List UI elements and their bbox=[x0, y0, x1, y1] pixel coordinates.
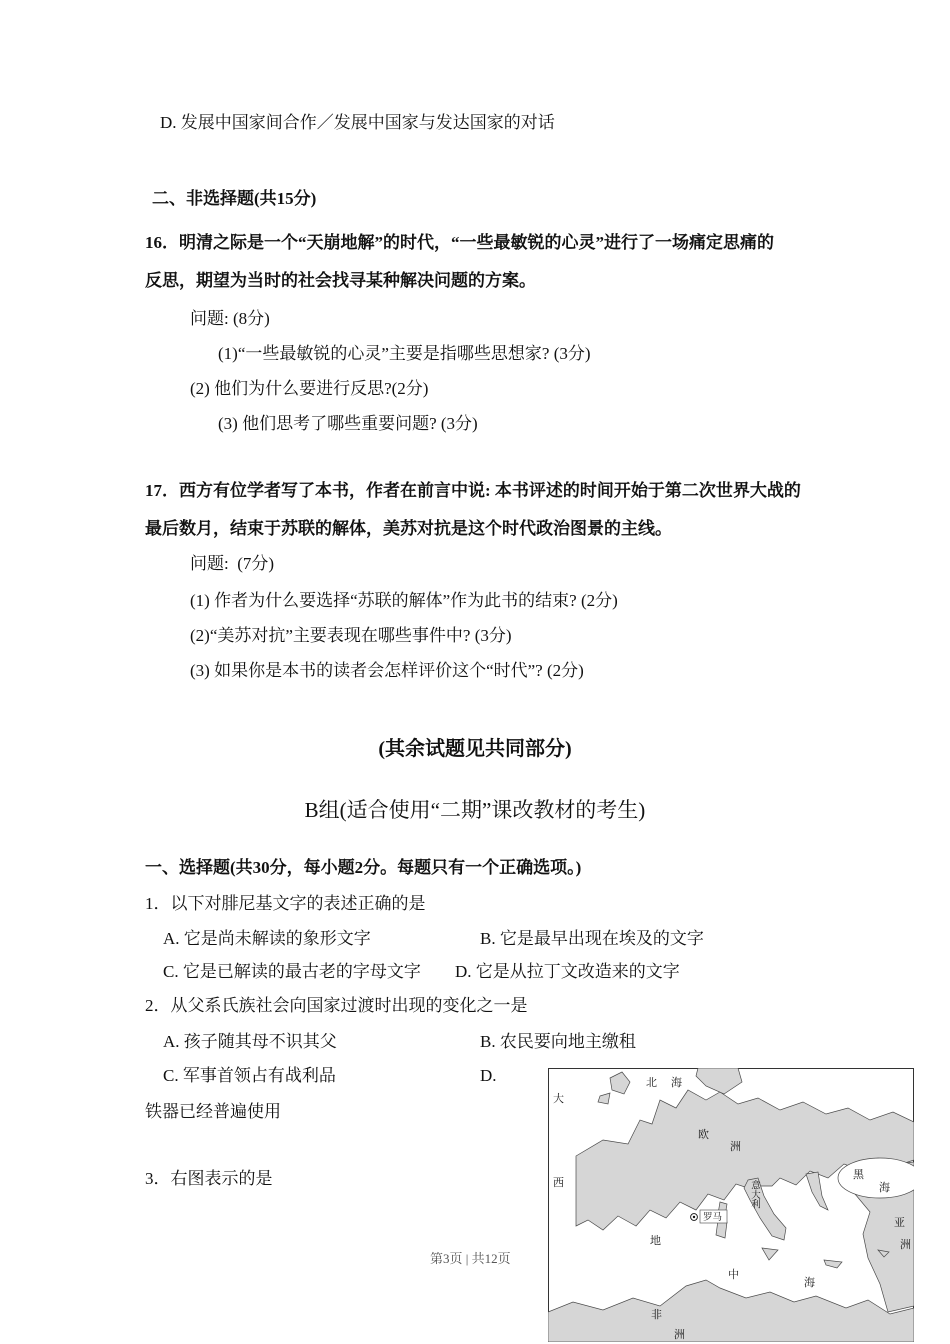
q16-sub2: (2) 他们为什么要进行反思?(2分) bbox=[190, 379, 429, 398]
group-b-title: B组(适合使用“二期”课改教材的考生) bbox=[304, 798, 646, 822]
section-heading-choice: 一、选择题(共30分，每小题2分。每题只有一个正确选项。) bbox=[145, 858, 582, 877]
q16-sub1: (1)“一些最敏锐的心灵”主要是指哪些思想家? (3分) bbox=[218, 344, 591, 363]
map-label-italy: 意大利 bbox=[749, 1180, 759, 1209]
q16-problems-label: 问题: (8分) bbox=[190, 309, 270, 328]
map-label-europe-first: 欧 bbox=[698, 1129, 709, 1141]
q16-stem-line1: 16．明清之际是一个“天崩地解”的时代，“一些最敏锐的心灵”进行了一场痛定思痛的 bbox=[145, 233, 774, 252]
q3-stem: 3．右图表示的是 bbox=[145, 1169, 273, 1188]
q17-stem-line1: 17．西方有位学者写了本书，作者在前言中说: 本书评述的时间开始于第二次世界大战的 bbox=[145, 481, 801, 500]
map-label-black-sea-first: 黑 bbox=[853, 1169, 864, 1181]
map-label-rome: 罗马 bbox=[703, 1213, 723, 1223]
q17-sub3: (3) 如果你是本书的读者会怎样评价这个“时代”? (2分) bbox=[190, 661, 584, 680]
q16-sub3: (3) 他们思考了哪些重要问题? (3分) bbox=[218, 414, 478, 433]
q17-stem-line2: 最后数月，结束于苏联的解体，美苏对抗是这个时代政治图景的主线。 bbox=[145, 519, 672, 538]
q1-option-a: A. 它是尚未解读的象形文字 bbox=[163, 929, 371, 948]
q2-option-a: A. 孩子随其母不识其父 bbox=[163, 1032, 337, 1051]
map-figure bbox=[548, 1068, 914, 1342]
q17-sub1: (1) 作者为什么要选择“苏联的解体”作为此书的结束? (2分) bbox=[190, 591, 618, 610]
map-label-black-sea-second: 海 bbox=[879, 1182, 890, 1194]
common-part-note: (其余试题见共同部分) bbox=[378, 738, 572, 760]
map-label-mediterranean-third: 海 bbox=[804, 1277, 815, 1289]
map-label-mediterranean-second: 中 bbox=[728, 1269, 739, 1281]
q1-option-d: D. 它是从拉丁文改造来的文字 bbox=[455, 962, 680, 981]
q17-sub2: (2)“美苏对抗”主要表现在哪些事件中? (3分) bbox=[190, 626, 512, 645]
q2-option-d-label: D. bbox=[480, 1066, 497, 1085]
section-heading-non-choice: 二、非选择题(共15分) bbox=[152, 189, 317, 208]
q2-option-b: B. 农民要向地主缴租 bbox=[480, 1032, 636, 1051]
black-sea bbox=[838, 1158, 914, 1198]
mediterranean-map bbox=[548, 1068, 914, 1342]
q1-stem: 1．以下对腓尼基文字的表述正确的是 bbox=[145, 894, 426, 913]
map-label-north-sea: 北海 bbox=[646, 1077, 696, 1089]
page-footer: 第3页 | 共12页 bbox=[430, 1251, 511, 1266]
map-label-asia-second: 洲 bbox=[900, 1239, 911, 1251]
map-label-atlantic-bottom: 西 bbox=[553, 1177, 564, 1189]
map-label-europe-second: 洲 bbox=[730, 1141, 741, 1153]
map-label-asia-first: 亚 bbox=[894, 1217, 905, 1229]
map-label-africa-second: 洲 bbox=[674, 1329, 685, 1341]
q2-option-c: C. 军事首领占有战利品 bbox=[163, 1066, 336, 1085]
map-label-atlantic-top: 大 bbox=[553, 1093, 564, 1105]
q1-option-b: B. 它是最早出现在埃及的文字 bbox=[480, 929, 704, 948]
map-label-africa-first: 非 bbox=[651, 1309, 662, 1321]
option-d-previous-question: D. 发展中国家间合作／发展中国家与发达国家的对话 bbox=[160, 113, 555, 132]
map-label-mediterranean-first: 地 bbox=[650, 1235, 661, 1247]
q2-option-d-continued: 铁器已经普遍使用 bbox=[145, 1102, 281, 1121]
q1-option-c: C. 它是已解读的最古老的字母文字 bbox=[163, 962, 421, 981]
q16-stem-line2: 反思，期望为当时的社会找寻某种解决问题的方案。 bbox=[145, 271, 536, 290]
q2-stem: 2．从父系氏族社会向国家过渡时出现的变化之一是 bbox=[145, 996, 528, 1015]
q17-problems-label: 问题: (7分) bbox=[190, 554, 275, 573]
